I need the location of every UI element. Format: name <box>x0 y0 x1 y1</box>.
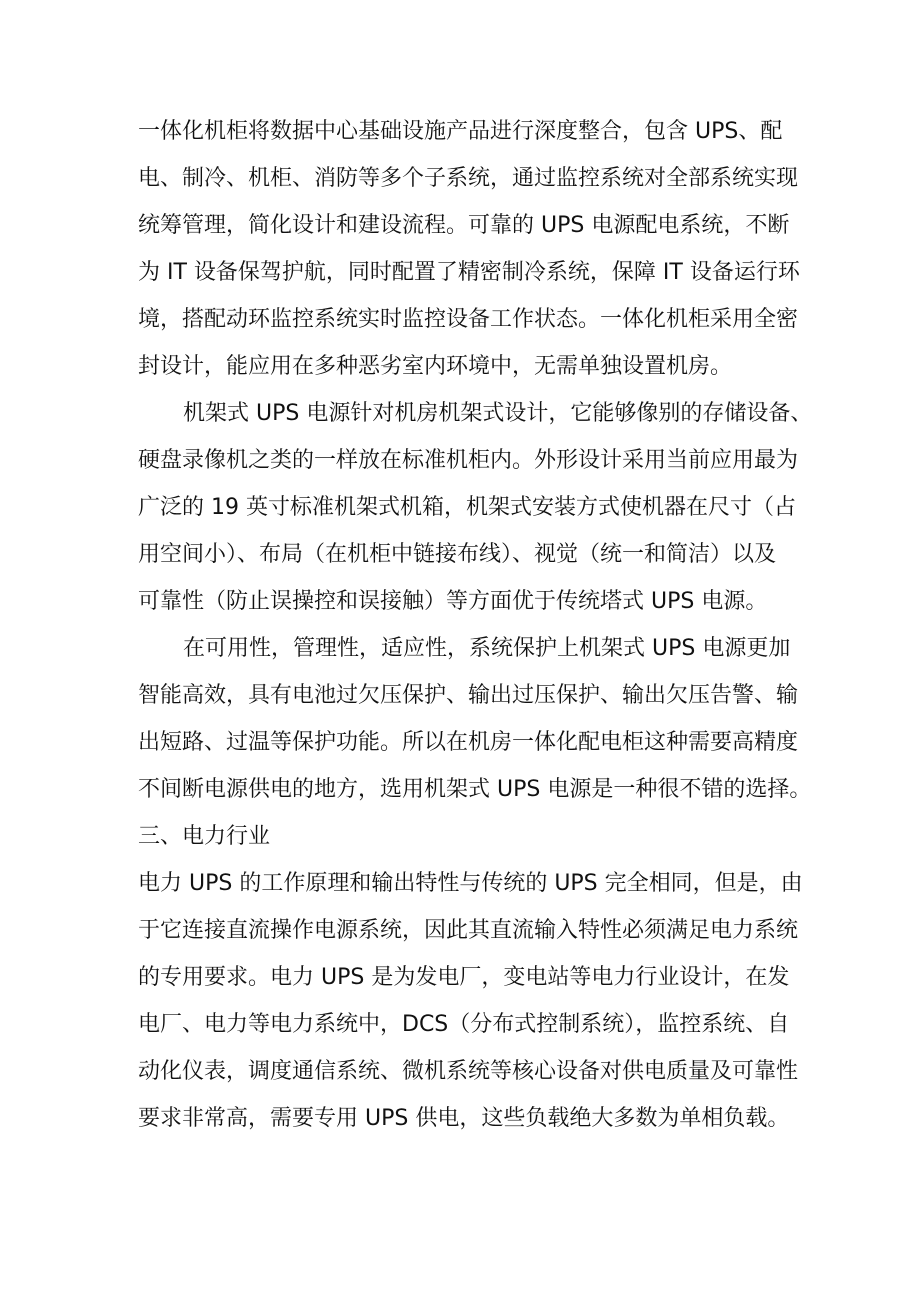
text-line: 机架式 UPS 电源针对机房机架式设计，它能够像别的存储设备、 <box>183 401 813 426</box>
text-line: 不间断电源供电的地方，选用机架式 UPS 电源是一种很不错的选择。 <box>138 777 812 802</box>
text-line: 广泛的 19 英寸标准机架式机箱，机架式安装方式使机器在尺寸（占 <box>138 495 796 520</box>
text-line: 要求非常高，需要专用 UPS 供电，这些负载绝大多数为单相负载。 <box>138 1106 790 1131</box>
text-line: 电厂、电力等电力系统中，DCS（分布式控制系统），监控系统、自 <box>138 1012 790 1037</box>
text-line: 统筹管理，简化设计和建设流程。可靠的 UPS 电源配电系统，不断 <box>138 213 790 238</box>
text-line: 境，搭配动环监控系统实时监控设备工作状态。一体化机柜采用全密 <box>138 307 799 332</box>
text-line: 用空间小）、布局（在机柜中链接布线）、视觉（统一和简洁）以及 <box>138 542 777 567</box>
text-line: 于它连接直流操作电源系统，因此其直流输入特性必须满足电力系统 <box>138 918 799 943</box>
text-line: 动化仪表，调度通信系统、微机系统等核心设备对供电质量及可靠性 <box>138 1059 799 1084</box>
text-line: 智能高效，具有电池过欠压保护、输出过压保护、输出欠压告警、输 <box>138 683 799 708</box>
text-line: 一体化机柜将数据中心基础设施产品进行深度整合，包含 UPS、配 <box>138 119 783 144</box>
text-line: 可靠性（防止误操控和误接触）等方面优于传统塔式 UPS 电源。 <box>138 589 768 614</box>
section-heading: 三、电力行业 <box>138 824 271 849</box>
text-line: 出短路、过温等保护功能。所以在机房一体化配电柜这种需要高精度 <box>138 730 799 755</box>
text-line: 为 IT 设备保驾护航，同时配置了精密制冷系统，保障 IT 设备运行环 <box>138 260 800 285</box>
text-line: 在可用性，管理性，适应性，系统保护上机架式 UPS 电源更加 <box>183 636 791 661</box>
text-line: 电力 UPS 的工作原理和输出特性与传统的 UPS 完全相同，但是，由 <box>138 871 803 896</box>
text-line: 封设计，能应用在多种恶劣室内环境中，无需单独设置机房。 <box>138 354 733 379</box>
text-line: 的专用要求。电力 UPS 是为发电厂，变电站等电力行业设计，在发 <box>138 965 790 990</box>
text-line: 电、制冷、机柜、消防等多个子系统，通过监控系统对全部系统实现 <box>138 166 799 191</box>
text-line: 硬盘录像机之类的一样放在标准机柜内。外形设计采用当前应用最为 <box>138 448 799 473</box>
